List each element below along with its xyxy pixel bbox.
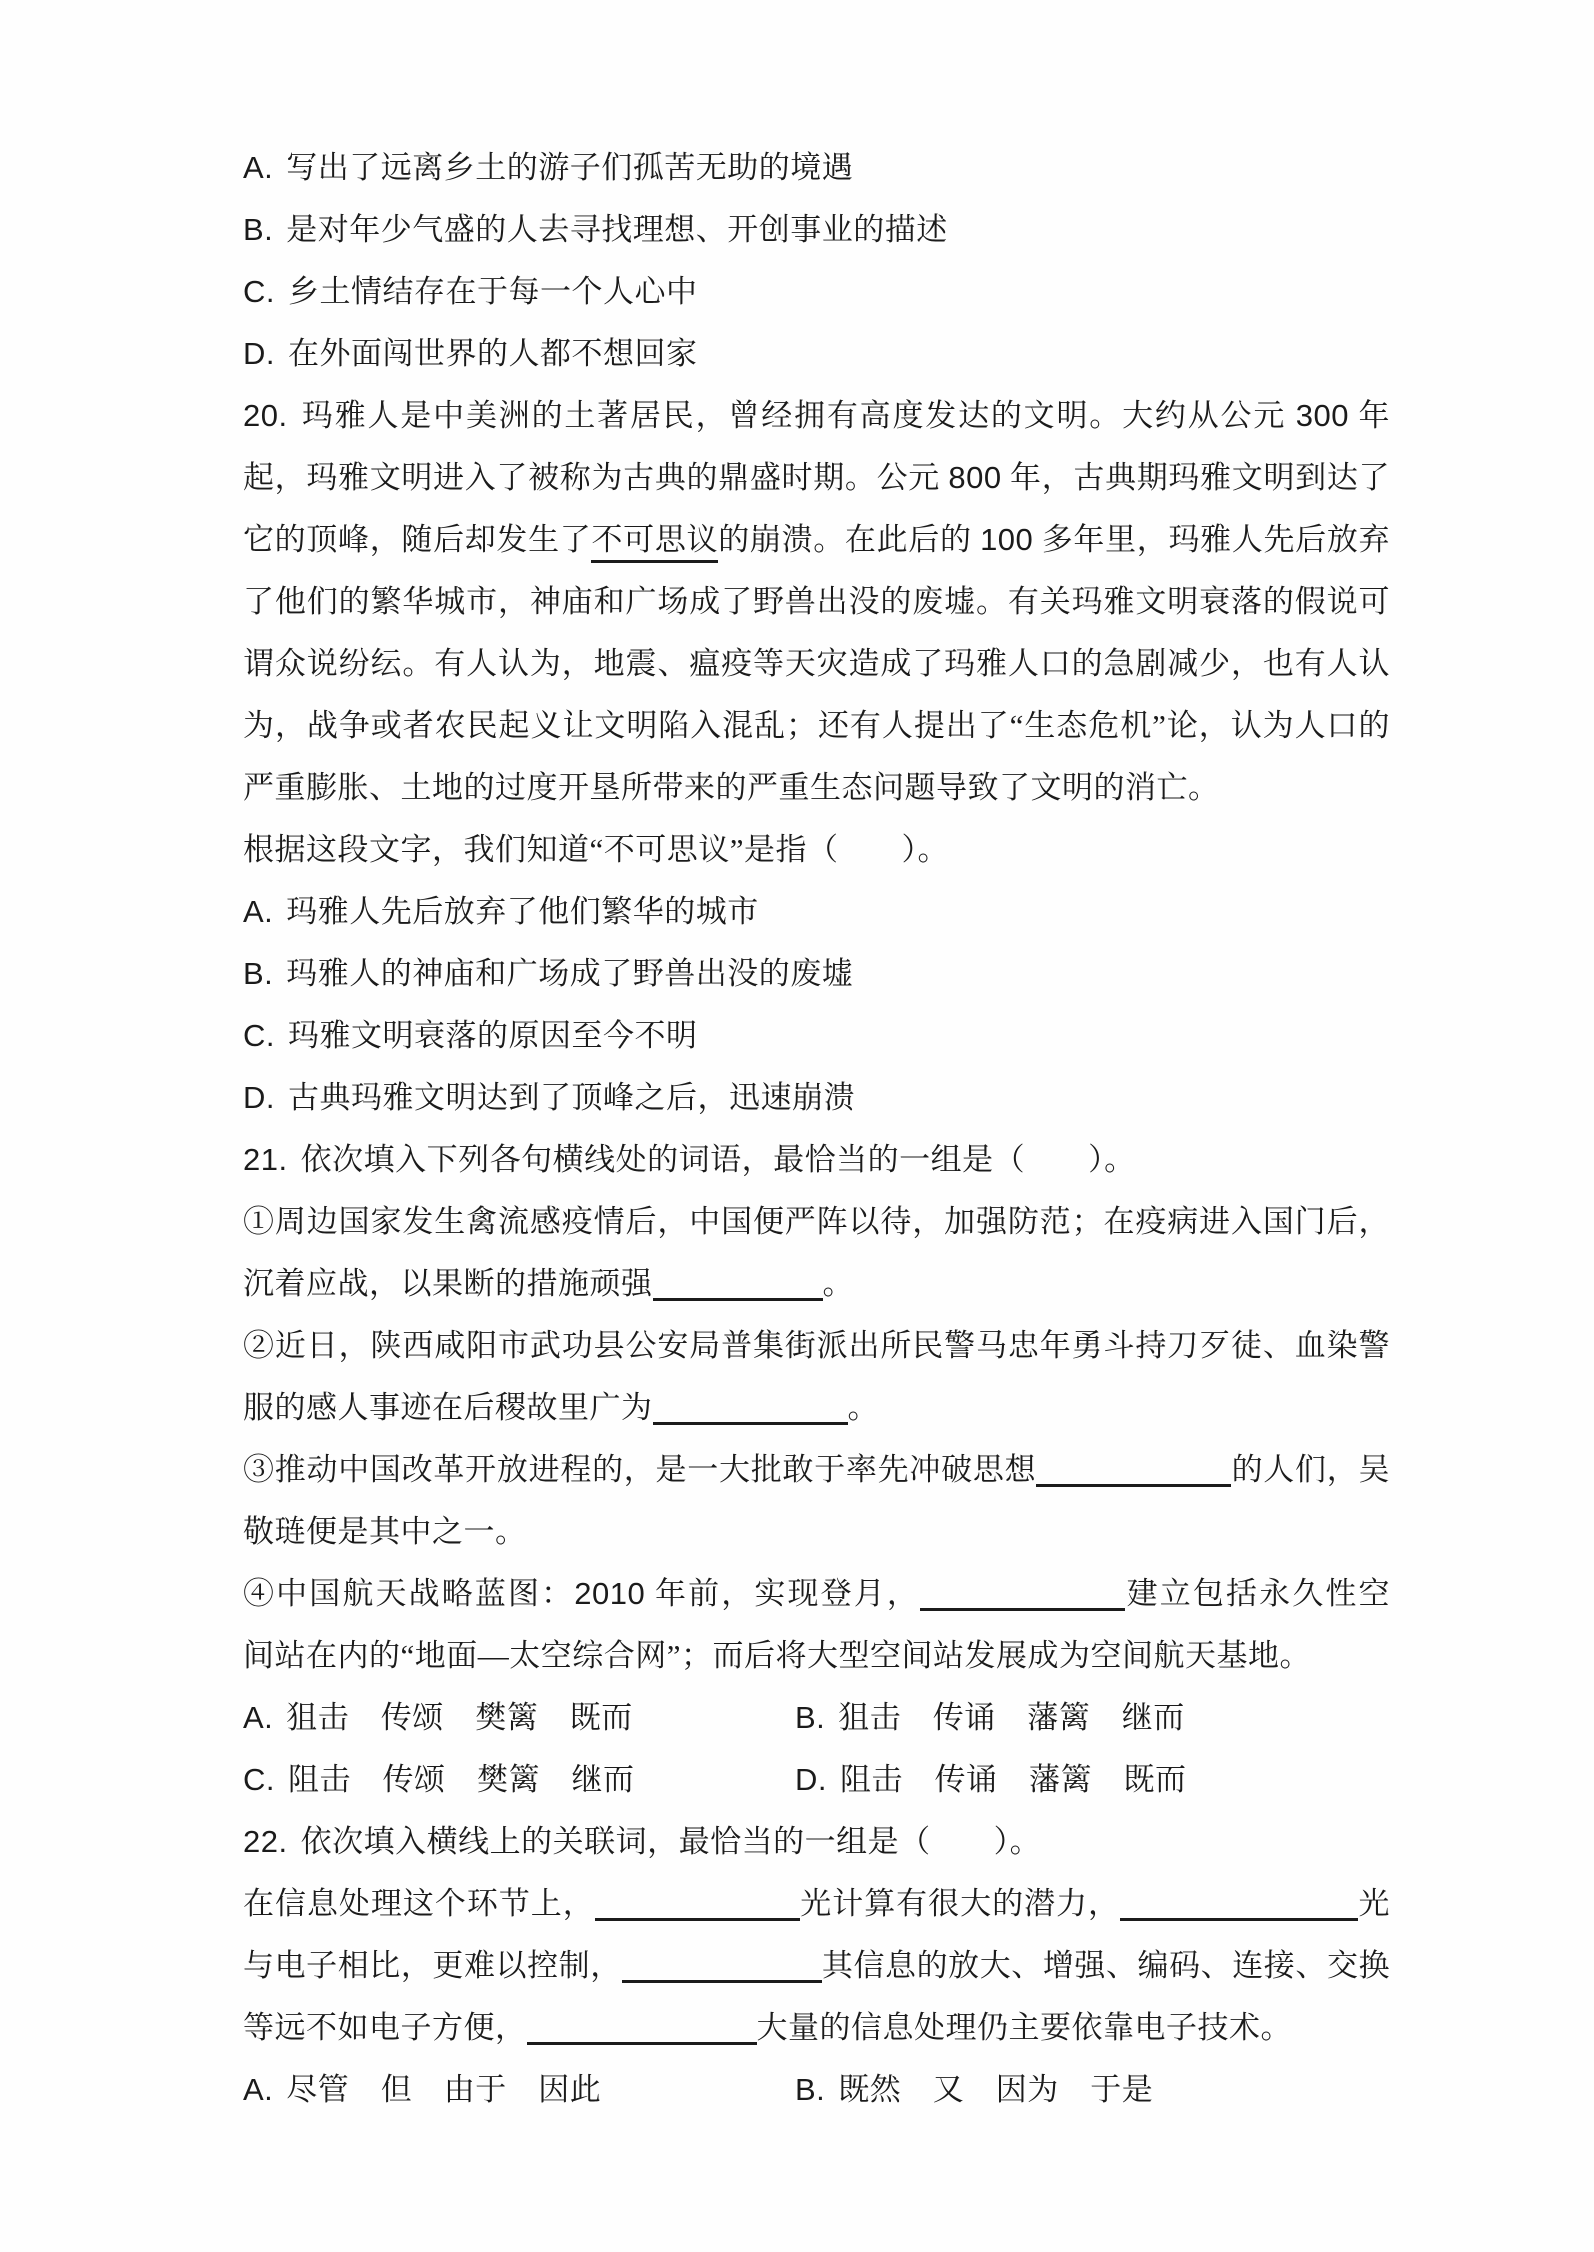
text-segment: 玛雅人的神庙和广场成了野兽出没的废墟 — [286, 956, 854, 991]
text-segment: 等远不如电子方便， — [243, 2010, 527, 2045]
text-segment: 依次填入横线上的关联词，最恰当的一组是（ ）。 — [300, 1824, 1042, 1859]
text-segment: 多年里，玛雅人先后放弃 — [1033, 522, 1391, 557]
option-label: B. — [795, 1700, 826, 1735]
option-label: A. — [243, 1700, 274, 1735]
text-segment: 年，古典期玛雅文明到达了 — [1001, 460, 1391, 495]
text-segment: 年前，实现登月， — [645, 1576, 921, 1611]
option-label: A. — [243, 2072, 274, 2107]
q21-item-3-line-2 — [243, 1501, 1390, 1563]
text-segment: 狙击 传颂 樊篱 既而 — [286, 1700, 633, 1735]
option-label: C. — [243, 1762, 275, 1797]
option-label: 22. — [243, 1824, 288, 1859]
text-segment: 在信息处理这个环节上， — [243, 1886, 595, 1921]
option-label: B. — [243, 212, 274, 247]
q20-question — [243, 819, 1390, 881]
text-segment: 严重膨胀、土地的过度开垦所带来的严重生态问题导致了文明的消亡。 — [243, 770, 1220, 805]
text-segment: 服的感人事迹在后稷故里广为 — [243, 1390, 653, 1425]
text-segment: 了他们的繁华城市，神庙和广场成了野兽出没的废墟。有关玛雅文明衰落的假说可 — [243, 584, 1390, 619]
text-segment: 尽管 但 由于 因此 — [286, 2072, 602, 2107]
text-segment: 是对年少气盛的人去寻找理想、开创事业的描述 — [286, 212, 948, 247]
q21-item-4-line-1 — [243, 1563, 1390, 1625]
q20-option-a — [243, 881, 1390, 943]
q20-stem-line-6 — [243, 695, 1390, 757]
option-column-left — [243, 1687, 795, 1749]
text-segment: 光 — [1358, 1886, 1391, 1921]
q20-option-c — [243, 1005, 1390, 1067]
text-segment: 与电子相比，更难以控制， — [243, 1948, 622, 1983]
q21-item-2-line-1 — [243, 1315, 1390, 1377]
document-content — [243, 137, 1390, 2121]
q21-item-1-line-1 — [243, 1191, 1390, 1253]
fill-in-blank-line — [622, 1980, 822, 1983]
text-segment: 玛雅文明衰落的原因至今不明 — [288, 1018, 698, 1053]
text-segment: 年 — [1348, 398, 1391, 433]
text-segment: 300 — [1295, 398, 1349, 433]
text-segment: ①周边国家发生禽流感疫情后，中国便严阵以待，加强防范；在疫病进入国门后， — [243, 1204, 1390, 1239]
q19-option-b — [243, 199, 1390, 261]
q19-option-c — [243, 261, 1390, 323]
text-segment: 既然 又 因为 于是 — [838, 2072, 1154, 2107]
option-label: C. — [243, 274, 275, 309]
fill-in-blank-line — [595, 1918, 800, 1921]
option-label: D. — [243, 336, 275, 371]
option-column-left — [243, 2059, 795, 2121]
fill-in-blank-line — [1120, 1918, 1358, 1921]
q19-option-d — [243, 323, 1390, 385]
option-label: B. — [243, 956, 274, 991]
text-segment: 阻击 传诵 藩篱 既而 — [840, 1762, 1187, 1797]
text-segment: 写出了远离乡土的游子们孤苦无助的境遇 — [286, 150, 854, 185]
q20-stem-line-2 — [243, 447, 1390, 509]
q22-passage-line-2 — [243, 1935, 1390, 1997]
text-segment: 在外面闯世界的人都不想回家 — [288, 336, 698, 371]
text-segment: 100 — [980, 522, 1034, 557]
text-segment: 800 — [948, 460, 1002, 495]
q21-stem — [243, 1129, 1390, 1191]
q20-stem-line-7 — [243, 757, 1390, 819]
text-segment: ③推动中国改革开放进程的，是一大批敢于率先冲破思想 — [243, 1452, 1037, 1487]
text-segment: 大量的信息处理仍主要依靠电子技术。 — [756, 2010, 1292, 2045]
text-segment: 阻击 传颂 樊篱 继而 — [288, 1762, 635, 1797]
q22-options-ab — [243, 2059, 1390, 2121]
text-segment: 根据这段文字，我们知道“不可思议”是指（ ）。 — [243, 832, 950, 867]
q21-item-3-line-1 — [243, 1439, 1390, 1501]
fill-in-blank-line — [527, 2042, 757, 2045]
text-segment: 间站在内的“地面—太空综合网”；而后将大型空间站发展成为空间航天基地。 — [243, 1638, 1312, 1673]
q22-stem — [243, 1811, 1390, 1873]
text-segment: 建立包括永久性空 — [1125, 1576, 1391, 1611]
text-segment: 谓众说纷纭。有人认为，地震、瘟疫等天灾造成了玛雅人口的急剧减少，也有人认 — [243, 646, 1390, 681]
q20-stem-line-3 — [243, 509, 1390, 571]
text-segment: 狙击 传诵 藩篱 继而 — [838, 1700, 1185, 1735]
q21-item-4-line-2 — [243, 1625, 1390, 1687]
q21-item-1-line-2 — [243, 1253, 1390, 1315]
text-segment: 2010 — [574, 1576, 646, 1611]
text-segment: ④中国航天战略蓝图： — [243, 1576, 575, 1611]
fill-in-blank-line — [1036, 1484, 1231, 1487]
q21-item-2-line-2 — [243, 1377, 1390, 1439]
text-segment: 古典玛雅文明达到了顶峰之后，迅速崩溃 — [288, 1080, 855, 1115]
option-label: 20. — [243, 398, 288, 433]
q19-option-a — [243, 137, 1390, 199]
q20-stem-line-4 — [243, 571, 1390, 633]
q20-option-b — [243, 943, 1390, 1005]
text-segment: 依次填入下列各句横线处的词语，最恰当的一组是（ ）。 — [300, 1142, 1136, 1177]
text-segment: 敬琏便是其中之一。 — [243, 1514, 527, 1549]
q21-options-ab — [243, 1687, 1390, 1749]
text-segment: 的崩溃。在此后的 — [718, 522, 981, 557]
text-segment: ②近日，陕西咸阳市武功县公安局普集街派出所民警马忠年勇斗持刀歹徒、血染警 — [243, 1328, 1390, 1363]
fill-in-blank-line — [653, 1422, 848, 1425]
option-label: B. — [795, 2072, 826, 2107]
q21-options-cd — [243, 1749, 1390, 1811]
text-segment: 其信息的放大、增强、编码、连接、交换 — [821, 1948, 1391, 1983]
text-segment: 。 — [822, 1266, 854, 1301]
q22-passage-line-1 — [243, 1873, 1390, 1935]
q22-passage-line-3 — [243, 1997, 1390, 2059]
q20-stem-line-5 — [243, 633, 1390, 695]
text-segment: 玛雅人先后放弃了他们繁华的城市 — [286, 894, 759, 929]
text-segment: 起，玛雅文明进入了被称为古典的鼎盛时期。公元 — [243, 460, 949, 495]
option-label: 21. — [243, 1142, 288, 1177]
q20-option-d — [243, 1067, 1390, 1129]
fill-in-blank-line — [920, 1608, 1125, 1611]
q20-stem-line-1 — [243, 385, 1390, 447]
text-segment: 它的顶峰，随后却发生了 — [243, 522, 592, 557]
underlined-term: 不可思议 — [591, 522, 718, 563]
text-segment: 光计算有很大的潜力， — [799, 1886, 1121, 1921]
option-label: C. — [243, 1018, 275, 1053]
text-segment: 沉着应战，以果断的措施顽强 — [243, 1266, 653, 1301]
option-label: A. — [243, 150, 274, 185]
option-label: D. — [243, 1080, 275, 1115]
option-column-left — [243, 1749, 795, 1811]
fill-in-blank-line — [653, 1298, 823, 1301]
option-label: D. — [795, 1762, 827, 1797]
text-segment: 的人们，吴 — [1231, 1452, 1391, 1487]
text-segment: 乡土情结存在于每一个人心中 — [288, 274, 698, 309]
text-segment: 玛雅人是中美洲的土著居民，曾经拥有高度发达的文明。大约从公元 — [300, 398, 1296, 433]
text-segment: 为，战争或者农民起义让文明陷入混乱；还有人提出了“生态危机”论，认为人口的 — [243, 708, 1390, 743]
option-label: A. — [243, 894, 274, 929]
text-segment: 。 — [847, 1390, 879, 1425]
